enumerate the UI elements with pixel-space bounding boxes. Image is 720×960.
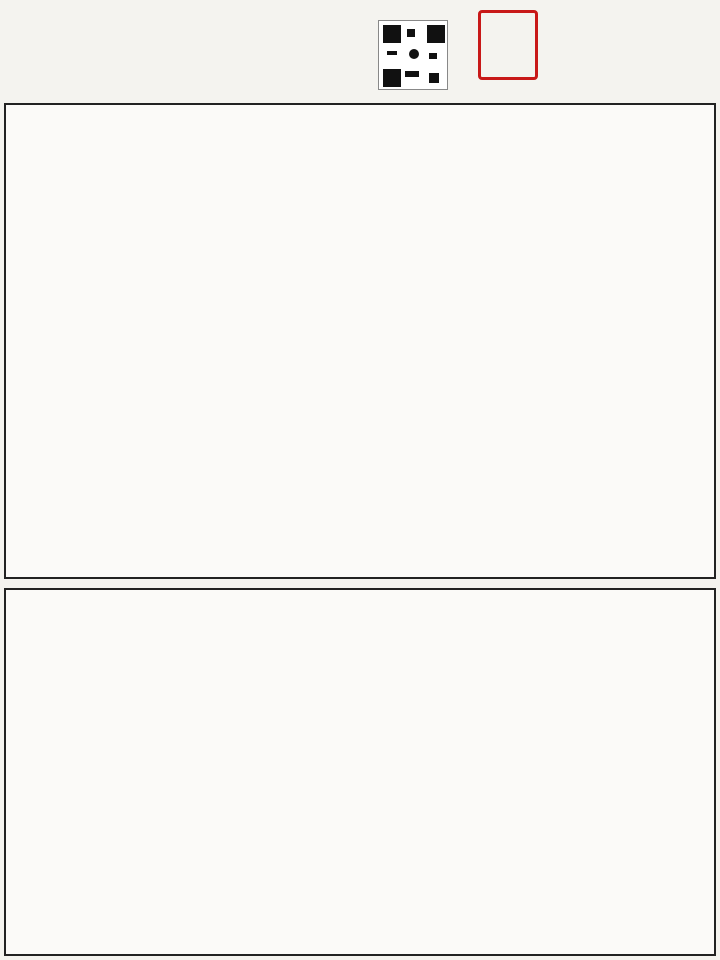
year-grid <box>4 588 716 956</box>
qr-code-icon <box>378 20 448 90</box>
chart-grid <box>4 103 716 579</box>
red-seal-logo <box>478 10 538 80</box>
